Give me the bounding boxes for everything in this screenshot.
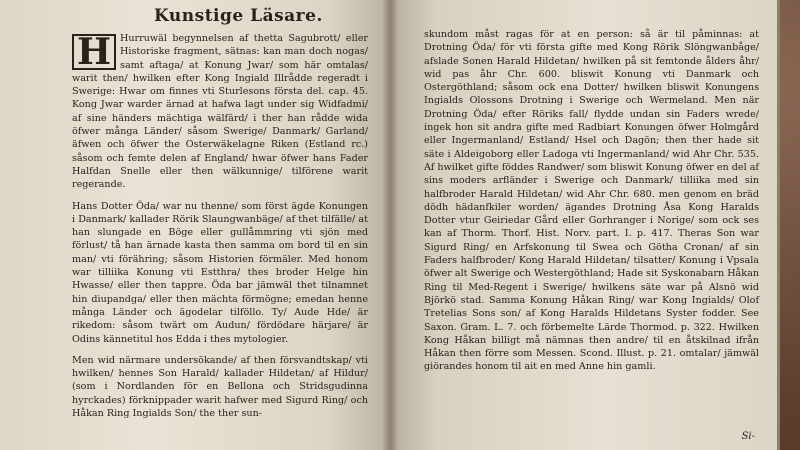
- drop-cap: H: [72, 34, 116, 70]
- paragraph-3: Men wid närmare undersökande/ af then försvandtskap/ vti hwilken/ hennes Son Harald/ kallader Hildetan/ af Hildur/ (som i Nordlanden för en Bellona och Stridsgudinna hyrckades) förknippader warit hafwer med Sigurd Ring/ och Håkan Ring Ingialds Son/ the ther sun-: [72, 354, 368, 420]
- paragraph-1: [72, 32, 368, 192]
- left-page: [0, 0, 390, 450]
- paragraph-1-text: Hurruwäl begynnelsen af thetta Sagubrott/ eller Historiske fragment, sätnas: kan man doch nogas/ samt aftaga/ at Konung Jwar/ som här omtalas/ warit then/ hwilken efter Kong Ingiald Illrådde regeradt i Swerige: Hwar om finnes vti Sturlesons första del. cap. 45. Kong Jwar warder ärnad at hafwa lagt under sig Widfadmi/ af sine händers mächtiga wälfärd/ i ther han rådde wida öfwer många Länder/ såsom Swerige/ Danmark/ Garland/ äfwen och öfwer the Osterwäkelagne Riken (Estland rc.) såsom och femte delen af England/ hwar öfwer hans Fader Halfdan Snelle eller then wälkunnige/ tilförene warit regerande.: [72, 33, 368, 191]
- paragraph-2: Hans Dotter Öda/ war nu thenne/ som först ägde Konungen i Danmark/ kallader Rörik Slaungwanbäge/ af thet tilfälle/ at han slungade en Böge eller gullåmmring vti sjön med förlust/ tå han ärnade kasta then samma om bord til en sin man/ vti förähring; såsom Historien förmäler. Med honom war tilliika Konung vti Estthra/ thes broder Helge hin Hwasse/ eller then tappre. Öda bar jämwäl thet tilnamnet hin diupandga/ eller then mächta förmögne; emedan henne många Länder och ägodelar tilföllo. Ty/ Aude Hde/ är rikedom: såsom twärt om Audun/ fördödare härjare/ är Odins kännetitul hos Edda i thes mytologier.: [72, 200, 368, 345]
- right-page: [390, 0, 780, 450]
- book-gutter: [382, 0, 398, 450]
- running-header: Kunstige Läsare.: [154, 6, 323, 26]
- catchword: Si-: [741, 431, 755, 442]
- right-paragraph: skundom måst ragas för at en person: så är til påminnas: at Drotning Öda/ för vti första gifte med Kong Rörik Slöngwanbåge/ afslade Sonen Harald Hildetan/ hwilken på sit femtonde ålders åhr/ wid pas åhr Chr. 600. bliswit Konung vti Danmark och Ostergöthland; såsom ock ena Dotter/ hwilken bliswit Konungens Ingialds Olossons Drotning i Swerige och Wermeland. Men när Drotning Öda/ efter Röriks fall/ flydde undan sin Faders wrede/ ingek hon sit andra gifte med Radbiart Konungen öfwer Holmgård eller Ingermanland/ Estland/ Hsel och Dagön; then ther hade sit säte i Aldeigoborg eller Ladoga vti Ingermanland/ wid Ahr Chr. 535. Af hwilket gifte föddes Randwer/ som bliswit Konung öfwer en del af sins moders arfländer i Swerige och Danmark/ tilliika med sin halfbroder Harald Hildetan/ wid Ahr Chr. 680. men genom en bräd dödh hädanfkiler worden/ ägandes Drotning Åsa Kong Haralds Dotter vtur Geiriedar Gård eller Gorhranger i Norige/ som ock ses kan af Thorm. Thorf. Hist. Norv. part. I. p. 417. Theras Son war Sigurd Ring/ en Arfskonung til Swea och Götha Cronan/ af sin Faders halfbroder/ Kong Harald Hildetan/ tilsatter/ Konung i Vpsala öfwer alt Swerige och Westergöthland; Hade sit Syskonabarn Håkan Ring til Med-Regent i Swerige/ hwilkens säte war på Alsnö wid Björkö stad. Samma Konung Håkan Ring/ war Kong Ingialds/ Olof Tretelias Sons son/ af Kong Haralds Hildetans Syster fodder. See Saxon. Gram. L. 7. och förbemelte Lärde Thormod. p. 322. Hwilken Kong Håkan billigt må nämnas then andre/ til en åtskilnad ifrån Håkan then förre som Messen. Scond. Illust. p. 21. omtalar/ jämwäl giörandes honom til ait en med Anne hin gamli.: [424, 29, 759, 373]
